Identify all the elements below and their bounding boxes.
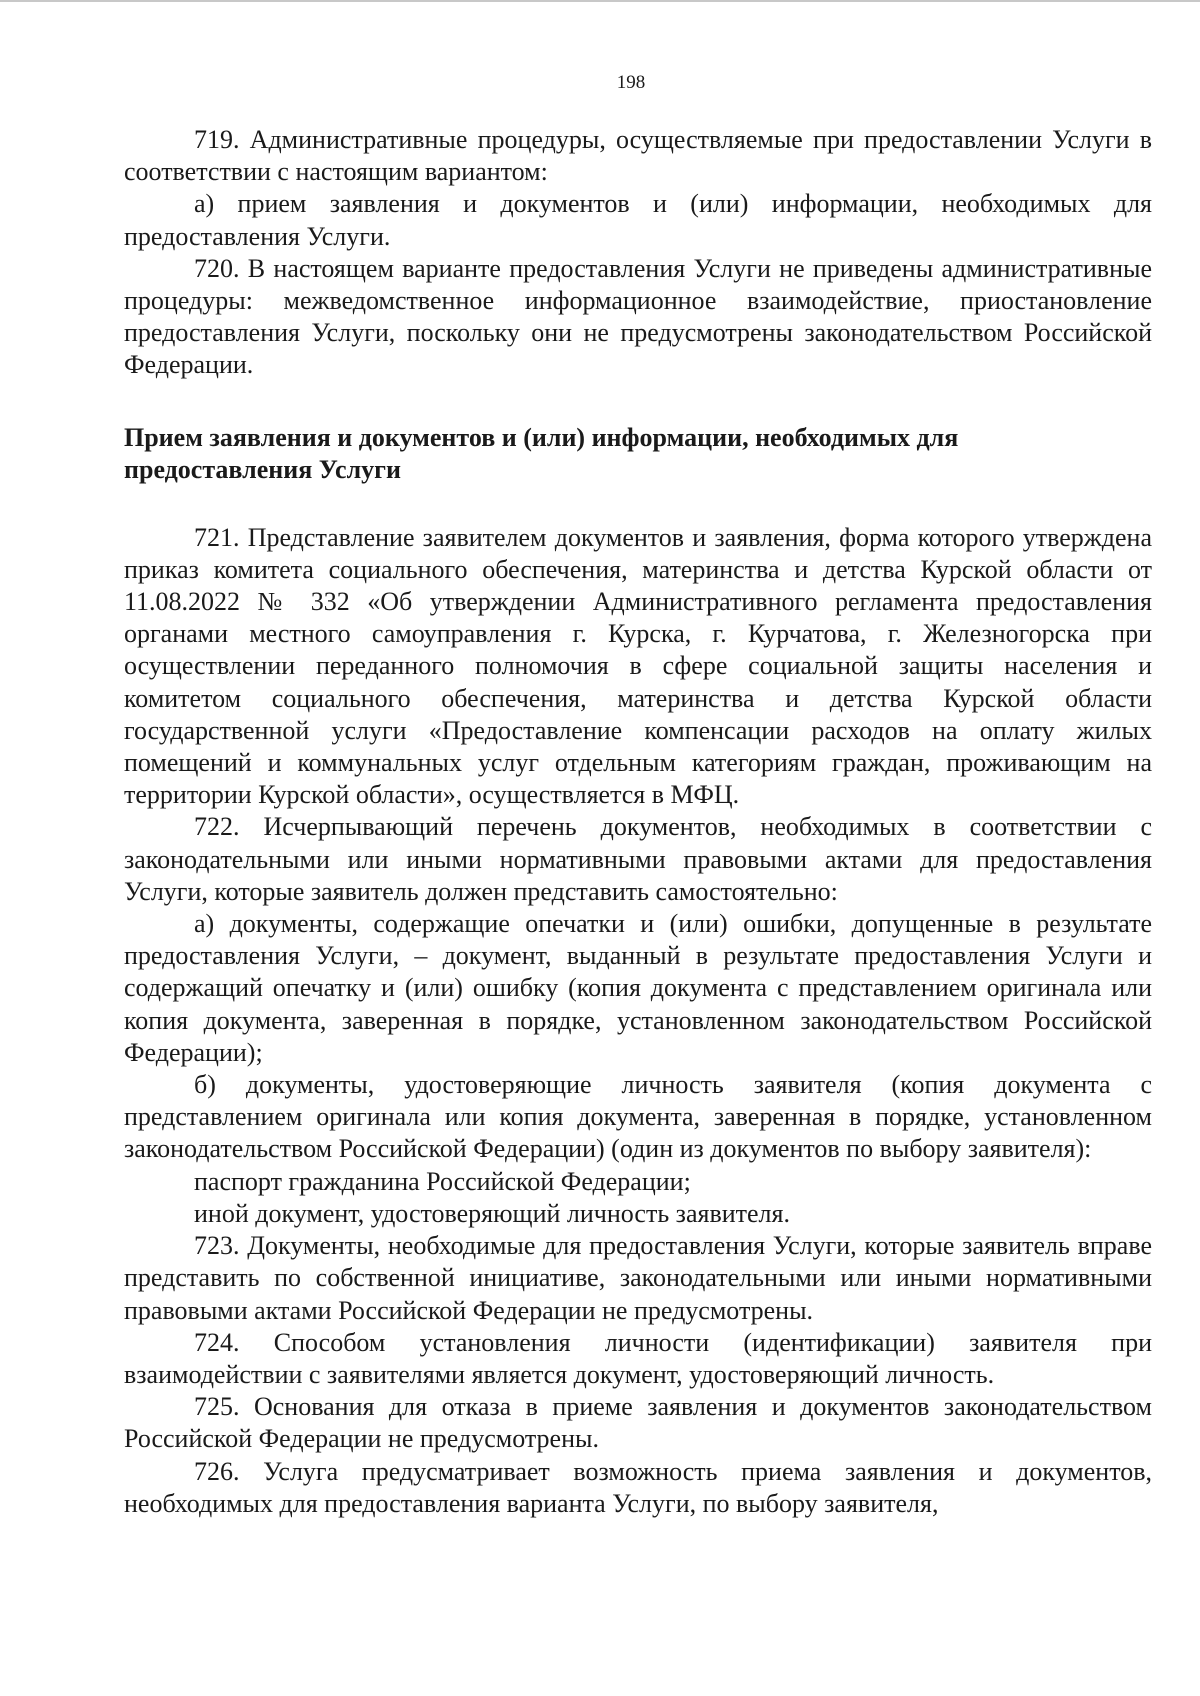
- paragraph-722: 722. Исчерпывающий перечень документов, необходимых в соответствии с законодательными или иными нормативными правовыми актами для предоставления Услуги, которые заявитель должен представить самостоятельно:: [124, 812, 1152, 906]
- paragraph-721: 721. Представление заявителем документов и заявления, форма которого утверждена приказ комитета социального обеспечения, материнства и детства Курской области от 11.08.2022 № 332 «Об утверждении Административного регламента предоставления органами местного самоуправления г. Курска, г. Курчатова, г. Железногорска при осуществлении переданного полномочия в сфере социальной защиты населения и комитетом социального обеспечения, материнства и детства Курской области государственной услуги «Предоставление компенсации расходов на оплату жилых помещений и коммунальных услуг отдельным категориям граждан, проживающим на территории Курской области», осуществляется в МФЦ.: [124, 522, 1152, 810]
- paragraph-725: 725. Основания для отказа в приеме заявления и документов законодательством Российской Федерации не предусмотрены.: [124, 1392, 1152, 1454]
- page-number: 198: [616, 72, 646, 93]
- section-heading-line-2: предоставления Услуги: [124, 454, 401, 484]
- paragraph-722-b: б) документы, удостоверяющие личность заявителя (копия документа с представлением оригинала или копия документа, заверенная в порядке, установленном законодательством Российской Федерации) (один из документов по выбору заявителя):: [124, 1070, 1152, 1164]
- section-heading: [124, 422, 1152, 486]
- paragraph-720: 720. В настоящем варианте предоставления Услуги не приведены административные процедуры: межведомственное информационное взаимодействие, приостановление предоставления Услуги, поскольку они не предусмотрены законодательством Российской Федерации.: [124, 253, 1152, 380]
- section-heading-line-1: Прием заявления и документов и (или) информации, необходимых для: [124, 422, 959, 452]
- paragraph-726: 726. Услуга предусматривает возможность приема заявления и документов, необходимых для предоставления варианта Услуги, по выбору заявителя,: [124, 1456, 1152, 1518]
- page-top-edge: [0, 0, 1200, 2]
- paragraph-723: 723. Документы, необходимые для предоставления Услуги, которые заявитель вправе представить по собственной инициативе, законодательными или иными нормативными правовыми актами Российской Федерации не предусмотрены.: [124, 1231, 1152, 1325]
- paragraph-719-a: а) прием заявления и документов и (или) информации, необходимых для предоставления Услуги.: [124, 189, 1152, 251]
- list-item-passport: паспорт гражданина Российской Федерации;: [194, 1166, 691, 1196]
- list-item-other-document: иной документ, удостоверяющий личность заявителя.: [194, 1198, 790, 1228]
- paragraph-719: 719. Административные процедуры, осуществляемые при предоставлении Услуги в соответствии с настоящим вариантом:: [124, 125, 1152, 187]
- paragraph-722-a: а) документы, содержащие опечатки и (или) ошибки, допущенные в результате предоставления Услуги, – документ, выданный в результате предоставления Услуги и содержащий опечатку и (или) ошибку (копия документа с представлением оригинала или копия документа, заверенная в порядке, установленном законодательством Российской Федерации);: [124, 909, 1152, 1067]
- document-body: [124, 124, 1152, 1520]
- paragraph-724: 724. Способом установления личности (идентификации) заявителя при взаимодействии с заявителями является документ, удостоверяющий личность.: [124, 1327, 1152, 1389]
